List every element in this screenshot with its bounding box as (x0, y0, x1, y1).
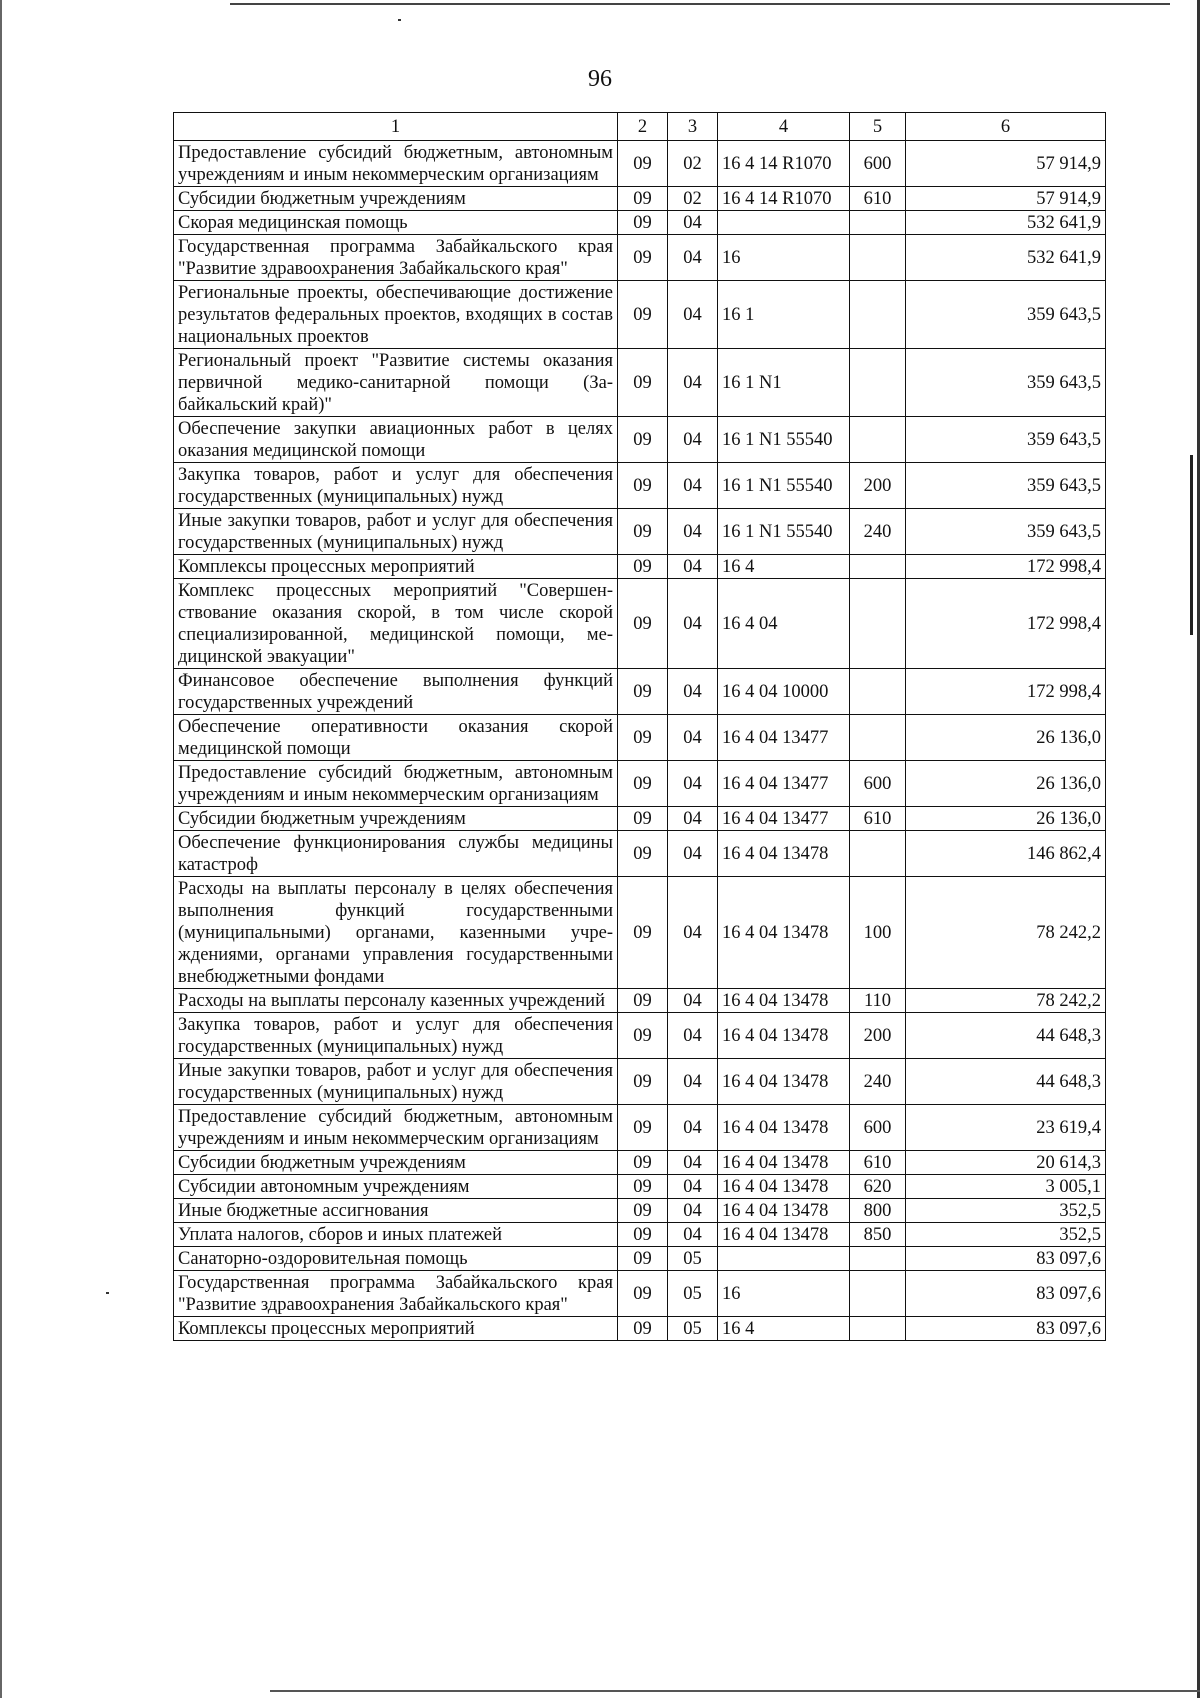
section-code-cell: 09 (618, 211, 668, 235)
amount-cell: 359 643,5 (906, 509, 1106, 555)
expense-type-cell (850, 349, 906, 417)
row-name-cell: Финансовое обеспечение выполнения функций государственных учреждений (174, 669, 618, 715)
table-row (174, 1247, 1106, 1271)
section-code-cell: 09 (618, 141, 668, 187)
table-row (174, 211, 1106, 235)
section-code-cell: 09 (618, 187, 668, 211)
section-code-cell: 09 (618, 1317, 668, 1341)
row-name-cell: Предоставление субсидий бюджетным, автономным учреждениям и иным некоммерческим организациям (174, 141, 618, 187)
target-article-cell: 16 1 N1 (718, 349, 850, 417)
target-article-cell: 16 1 N1 55540 (718, 417, 850, 463)
subsection-code-cell: 04 (668, 669, 718, 715)
row-name-cell: Комплексы процессных мероприятий (174, 1317, 618, 1341)
expense-type-cell (850, 1271, 906, 1317)
section-code-cell: 09 (618, 1013, 668, 1059)
amount-cell: 57 914,9 (906, 187, 1106, 211)
row-name-cell: Субсидии бюджетным учреждениям (174, 807, 618, 831)
amount-cell: 359 643,5 (906, 281, 1106, 349)
expense-type-cell: 600 (850, 1105, 906, 1151)
target-article-cell: 16 (718, 235, 850, 281)
amount-cell: 78 242,2 (906, 989, 1106, 1013)
amount-cell: 23 619,4 (906, 1105, 1106, 1151)
scan-border-bottom (270, 1690, 1200, 1692)
scan-speck (398, 19, 401, 21)
expense-type-cell: 850 (850, 1223, 906, 1247)
expense-type-cell: 240 (850, 509, 906, 555)
table-row (174, 555, 1106, 579)
row-name-cell: Иные закупки товаров, работ и услуг для обеспечения государственных (муниципальных) нужд (174, 1059, 618, 1105)
subsection-code-cell: 02 (668, 187, 718, 211)
amount-cell: 26 136,0 (906, 715, 1106, 761)
section-code-cell: 09 (618, 1059, 668, 1105)
subsection-code-cell: 04 (668, 1105, 718, 1151)
amount-cell: 83 097,6 (906, 1247, 1106, 1271)
expense-type-cell: 610 (850, 807, 906, 831)
table-row (174, 417, 1106, 463)
section-code-cell: 09 (618, 1199, 668, 1223)
amount-cell: 359 643,5 (906, 417, 1106, 463)
table-row (174, 1317, 1106, 1341)
subsection-code-cell: 04 (668, 1013, 718, 1059)
table-row (174, 761, 1106, 807)
table-row (174, 807, 1106, 831)
section-code-cell: 09 (618, 761, 668, 807)
target-article-cell: 16 1 N1 55540 (718, 463, 850, 509)
table-row (174, 1013, 1106, 1059)
column-header: 5 (850, 113, 906, 141)
subsection-code-cell: 04 (668, 1199, 718, 1223)
section-code-cell: 09 (618, 669, 668, 715)
row-name-cell: Иные бюджетные ассигнования (174, 1199, 618, 1223)
amount-cell: 172 998,4 (906, 669, 1106, 715)
table-header-row (174, 113, 1106, 141)
subsection-code-cell: 04 (668, 555, 718, 579)
expense-type-cell: 800 (850, 1199, 906, 1223)
table-row (174, 989, 1106, 1013)
table-row (174, 463, 1106, 509)
target-article-cell: 16 4 04 13478 (718, 831, 850, 877)
expense-type-cell: 100 (850, 877, 906, 989)
target-article-cell: 16 4 04 13477 (718, 715, 850, 761)
section-code-cell: 09 (618, 1175, 668, 1199)
page-number: 96 (588, 66, 612, 92)
row-name-cell: Расходы на выплаты персоналу казенных учреждений (174, 989, 618, 1013)
column-header: 3 (668, 113, 718, 141)
amount-cell: 26 136,0 (906, 807, 1106, 831)
row-name-cell: Предоставление субсидий бюджетным, автономным учреждениям и иным некоммерческим организациям (174, 1105, 618, 1151)
subsection-code-cell: 04 (668, 417, 718, 463)
subsection-code-cell: 05 (668, 1271, 718, 1317)
section-code-cell: 09 (618, 1271, 668, 1317)
column-header: 2 (618, 113, 668, 141)
amount-cell: 3 005,1 (906, 1175, 1106, 1199)
target-article-cell: 16 4 04 13478 (718, 1105, 850, 1151)
amount-cell: 78 242,2 (906, 877, 1106, 989)
section-code-cell: 09 (618, 1105, 668, 1151)
subsection-code-cell: 04 (668, 1151, 718, 1175)
table-row (174, 235, 1106, 281)
target-article-cell: 16 4 04 13478 (718, 989, 850, 1013)
expense-type-cell (850, 555, 906, 579)
section-code-cell: 09 (618, 715, 668, 761)
target-article-cell: 16 4 04 13478 (718, 1175, 850, 1199)
table-row (174, 715, 1106, 761)
subsection-code-cell: 04 (668, 509, 718, 555)
column-header: 6 (906, 113, 1106, 141)
table-row (174, 579, 1106, 669)
table-row (174, 831, 1106, 877)
amount-cell: 20 614,3 (906, 1151, 1106, 1175)
amount-cell: 57 914,9 (906, 141, 1106, 187)
table-row (174, 877, 1106, 989)
amount-cell: 352,5 (906, 1223, 1106, 1247)
target-article-cell: 16 4 14 R1070 (718, 187, 850, 211)
section-code-cell: 09 (618, 463, 668, 509)
target-article-cell: 16 4 04 13478 (718, 1013, 850, 1059)
expense-type-cell: 200 (850, 1013, 906, 1059)
table-row (174, 1059, 1106, 1105)
target-article-cell: 16 4 (718, 1317, 850, 1341)
budget-table (173, 112, 1106, 1341)
amount-cell: 172 998,4 (906, 579, 1106, 669)
table-row (174, 1271, 1106, 1317)
row-name-cell: Комплекс процессных мероприятий "Совершенствование оказания скорой, в том числе скорой специализированной, медицинской помощи, медицинской эвакуации" (174, 579, 618, 669)
target-article-cell: 16 4 (718, 555, 850, 579)
expense-type-cell (850, 669, 906, 715)
subsection-code-cell: 04 (668, 1059, 718, 1105)
table-row (174, 349, 1106, 417)
target-article-cell (718, 211, 850, 235)
scan-margin-mark (1190, 455, 1193, 635)
expense-type-cell (850, 211, 906, 235)
amount-cell: 359 643,5 (906, 463, 1106, 509)
expense-type-cell (850, 715, 906, 761)
section-code-cell: 09 (618, 509, 668, 555)
amount-cell: 26 136,0 (906, 761, 1106, 807)
subsection-code-cell: 04 (668, 281, 718, 349)
table-row (174, 1151, 1106, 1175)
row-name-cell: Комплексы процессных мероприятий (174, 555, 618, 579)
amount-cell: 44 648,3 (906, 1059, 1106, 1105)
subsection-code-cell: 04 (668, 349, 718, 417)
target-article-cell: 16 4 04 13478 (718, 1059, 850, 1105)
expense-type-cell (850, 417, 906, 463)
table-body (174, 141, 1106, 1341)
expense-type-cell: 620 (850, 1175, 906, 1199)
expense-type-cell: 610 (850, 187, 906, 211)
section-code-cell: 09 (618, 579, 668, 669)
expense-type-cell: 600 (850, 141, 906, 187)
table-row (174, 187, 1106, 211)
section-code-cell: 09 (618, 281, 668, 349)
scan-border-top (230, 3, 1170, 5)
subsection-code-cell: 04 (668, 989, 718, 1013)
section-code-cell: 09 (618, 349, 668, 417)
row-name-cell: Государственная программа Забайкальского края "Развитие здравоохранения Забайкальского края" (174, 1271, 618, 1317)
section-code-cell: 09 (618, 1223, 668, 1247)
expense-type-cell (850, 831, 906, 877)
row-name-cell: Иные закупки товаров, работ и услуг для обеспечения государственных (муниципальных) нужд (174, 509, 618, 555)
expense-type-cell: 610 (850, 1151, 906, 1175)
section-code-cell: 09 (618, 989, 668, 1013)
target-article-cell: 16 4 04 13478 (718, 1223, 850, 1247)
subsection-code-cell: 02 (668, 141, 718, 187)
target-article-cell: 16 1 (718, 281, 850, 349)
subsection-code-cell: 04 (668, 1223, 718, 1247)
table-row (174, 509, 1106, 555)
amount-cell: 352,5 (906, 1199, 1106, 1223)
row-name-cell: Субсидии бюджетным учреждениям (174, 187, 618, 211)
section-code-cell: 09 (618, 235, 668, 281)
row-name-cell: Закупка товаров, работ и услуг для обеспечения государственных (муниципальных) нужд (174, 463, 618, 509)
target-article-cell: 16 (718, 1271, 850, 1317)
table-row (174, 141, 1106, 187)
target-article-cell: 16 4 04 10000 (718, 669, 850, 715)
target-article-cell: 16 4 04 13478 (718, 1151, 850, 1175)
section-code-cell: 09 (618, 807, 668, 831)
expense-type-cell (850, 579, 906, 669)
subsection-code-cell: 04 (668, 235, 718, 281)
target-article-cell: 16 4 14 R1070 (718, 141, 850, 187)
amount-cell: 44 648,3 (906, 1013, 1106, 1059)
amount-cell: 83 097,6 (906, 1317, 1106, 1341)
row-name-cell: Государственная программа Забайкальского края "Развитие здравоохранения Забайкальского края" (174, 235, 618, 281)
subsection-code-cell: 04 (668, 715, 718, 761)
row-name-cell: Скорая медицинская помощь (174, 211, 618, 235)
table-row (174, 1175, 1106, 1199)
row-name-cell: Обеспечение закупки авиационных работ в целях оказания медицинской помощи (174, 417, 618, 463)
amount-cell: 172 998,4 (906, 555, 1106, 579)
row-name-cell: Субсидии автономным учреждениям (174, 1175, 618, 1199)
subsection-code-cell: 04 (668, 463, 718, 509)
table-row (174, 281, 1106, 349)
target-article-cell (718, 1247, 850, 1271)
column-header: 4 (718, 113, 850, 141)
expense-type-cell: 600 (850, 761, 906, 807)
row-name-cell: Предоставление субсидий бюджетным, автономным учреждениям и иным некоммерческим организациям (174, 761, 618, 807)
target-article-cell: 16 4 04 13478 (718, 877, 850, 989)
target-article-cell: 16 1 N1 55540 (718, 509, 850, 555)
subsection-code-cell: 04 (668, 831, 718, 877)
row-name-cell: Региональный проект "Развитие системы оказания первичной медико-санитарной помощи (Забайкальский край)" (174, 349, 618, 417)
target-article-cell: 16 4 04 13477 (718, 807, 850, 831)
amount-cell: 532 641,9 (906, 235, 1106, 281)
expense-type-cell (850, 1317, 906, 1341)
expense-type-cell (850, 281, 906, 349)
target-article-cell: 16 4 04 (718, 579, 850, 669)
column-header: 1 (174, 113, 618, 141)
subsection-code-cell: 04 (668, 1175, 718, 1199)
subsection-code-cell: 04 (668, 761, 718, 807)
section-code-cell: 09 (618, 877, 668, 989)
scan-border-left (0, 0, 2, 1698)
subsection-code-cell: 04 (668, 579, 718, 669)
subsection-code-cell: 05 (668, 1317, 718, 1341)
expense-type-cell: 240 (850, 1059, 906, 1105)
section-code-cell: 09 (618, 1151, 668, 1175)
section-code-cell: 09 (618, 555, 668, 579)
section-code-cell: 09 (618, 417, 668, 463)
row-name-cell: Обеспечение оперативности оказания скорой медицинской помощи (174, 715, 618, 761)
amount-cell: 83 097,6 (906, 1271, 1106, 1317)
section-code-cell: 09 (618, 831, 668, 877)
row-name-cell: Уплата налогов, сборов и иных платежей (174, 1223, 618, 1247)
expense-type-cell: 110 (850, 989, 906, 1013)
subsection-code-cell: 05 (668, 1247, 718, 1271)
subsection-code-cell: 04 (668, 877, 718, 989)
expense-type-cell (850, 235, 906, 281)
expense-type-cell (850, 1247, 906, 1271)
row-name-cell: Закупка товаров, работ и услуг для обеспечения государственных (муниципальных) нужд (174, 1013, 618, 1059)
table-row (174, 1105, 1106, 1151)
expense-type-cell: 200 (850, 463, 906, 509)
row-name-cell: Обеспечение функционирования службы медицины катастроф (174, 831, 618, 877)
target-article-cell: 16 4 04 13478 (718, 1199, 850, 1223)
row-name-cell: Расходы на выплаты персоналу в целях обеспечения выполнения функций государственными (муниципальными) органами, казенными учреждениями, органами управления государственными внебюджетными фондами (174, 877, 618, 989)
amount-cell: 359 643,5 (906, 349, 1106, 417)
scan-speck (106, 1292, 109, 1294)
table-row (174, 669, 1106, 715)
amount-cell: 146 862,4 (906, 831, 1106, 877)
subsection-code-cell: 04 (668, 807, 718, 831)
row-name-cell: Региональные проекты, обеспечивающие достижение результатов федеральных проектов, входящих в состав национальных проектов (174, 281, 618, 349)
table-row (174, 1223, 1106, 1247)
amount-cell: 532 641,9 (906, 211, 1106, 235)
table-row (174, 1199, 1106, 1223)
target-article-cell: 16 4 04 13477 (718, 761, 850, 807)
row-name-cell: Санаторно-оздоровительная помощь (174, 1247, 618, 1271)
row-name-cell: Субсидии бюджетным учреждениям (174, 1151, 618, 1175)
subsection-code-cell: 04 (668, 211, 718, 235)
section-code-cell: 09 (618, 1247, 668, 1271)
